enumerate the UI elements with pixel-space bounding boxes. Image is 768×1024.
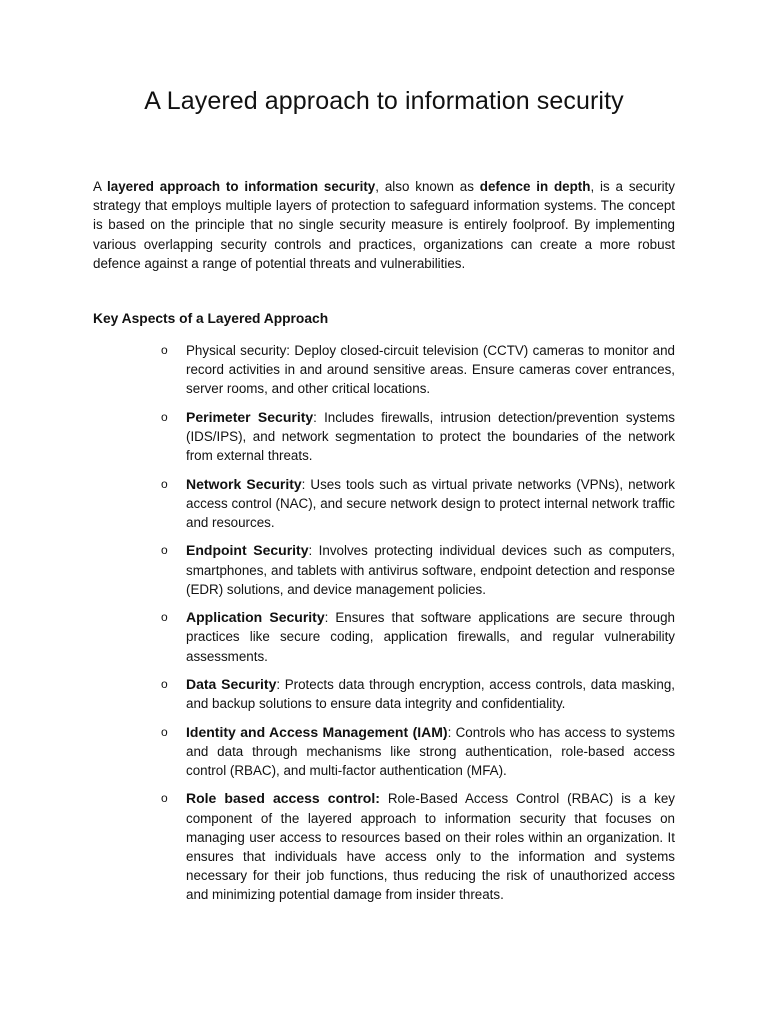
list-item-lead: Network Security [186, 475, 302, 492]
list-item-text [186, 341, 675, 399]
list-item-sep: : [301, 476, 306, 492]
list-item-body: Physical security: Deploy closed-circuit television (CCTV) cameras to monitor and record activities in and around sensitive areas. Ensure cameras cover entrances, server rooms, and other critical locations. [186, 343, 675, 397]
list-item-text [186, 723, 675, 781]
section-heading: Key Aspects of a Layered Approach [93, 311, 329, 326]
list-item [0, 608, 675, 666]
intro-term-layered: layered approach to information security [107, 179, 376, 194]
list-item-sep: : [324, 610, 329, 626]
list-item-lead: Endpoint Security [186, 542, 309, 559]
bullet-icon: o [161, 724, 168, 739]
list-item-sep: : [447, 724, 452, 740]
bullet-icon: o [161, 676, 168, 691]
bullet-icon: o [161, 791, 168, 806]
list-item-text [186, 608, 675, 666]
intro-text-2: , also known as [375, 179, 480, 194]
list-item-body: Role-Based Access Control (RBAC) is a key component of the layered approach to information security that focuses on managing user access to resources based on their roles within an organization. It ensures that individuals have access only to the information and systems necessary for their job functions, thus reducing the risk of unauthorized access and minimizing potential damage from insider threats. [186, 791, 675, 903]
list-item-sep: : [313, 409, 317, 425]
list-item-text [186, 475, 675, 533]
list-item-text [186, 789, 675, 904]
list-item-lead: Application Security [186, 609, 325, 626]
list-item-body: Includes firewalls, intrusion detection/prevention systems (IDS/IPS), and network segmentation to protect the boundaries of the network from external threats. [186, 409, 675, 464]
bullet-icon: o [161, 476, 168, 491]
bullet-icon: o [161, 409, 168, 424]
list-item-text [186, 675, 675, 713]
list-item-body: Controls who has access to systems and data through mechanisms like strong authentication, role-based access control (RBAC), and multi-factor authentication (MFA). [186, 724, 675, 778]
list-item-lead: Role based access control: [186, 790, 380, 807]
intro-term-defence: defence in depth [479, 179, 591, 194]
bullet-icon: o [161, 610, 168, 625]
intro-text-3: , is a security strategy that employs multiple layers of protection to safeguard information systems. The concept is based on the principle that no single security measure is entirely foolproof. By implementing various overlapping security controls and practices, organizations can create a more robust defence against a range of potential threats and vulnerabilities. [93, 179, 675, 271]
bullet-list [0, 341, 768, 914]
list-item-lead: Identity and Access Management (IAM) [186, 723, 448, 740]
intro-text-1: A [93, 179, 108, 194]
list-item [0, 475, 675, 533]
list-item-body: Protects data through encryption, access controls, data masking, and backup solutions to ensure data integrity and confidentiality. [186, 676, 675, 712]
list-item-lead: Data Security [186, 675, 277, 692]
list-item [0, 789, 675, 904]
list-item-body: Involves protecting individual devices such as computers, smartphones, and tablets with antivirus software, endpoint detection and response (EDR) solutions, and device management policies. [186, 543, 675, 597]
list-item [0, 341, 675, 399]
list-item-text [186, 408, 675, 466]
bullet-icon: o [161, 343, 168, 357]
list-item [0, 541, 675, 599]
list-item-lead: Perimeter Security [186, 408, 314, 425]
list-item [0, 723, 675, 781]
list-item-body: Uses tools such as virtual private networks (VPNs), network access control (NAC), and secure network design to protect internal network traffic and resources. [186, 476, 676, 530]
page-title: A Layered approach to information security [144, 87, 624, 115]
list-item [0, 408, 675, 466]
list-item-text [186, 541, 675, 599]
list-item [0, 675, 675, 713]
list-item-sep: : [308, 543, 313, 559]
list-item-body: Ensures that software applications are secure through practices like secure coding, application firewalls, and regular vulnerability assessments. [186, 610, 675, 664]
bullet-icon: o [161, 543, 168, 558]
list-item-sep: : [276, 676, 281, 692]
intro-paragraph [93, 177, 675, 273]
